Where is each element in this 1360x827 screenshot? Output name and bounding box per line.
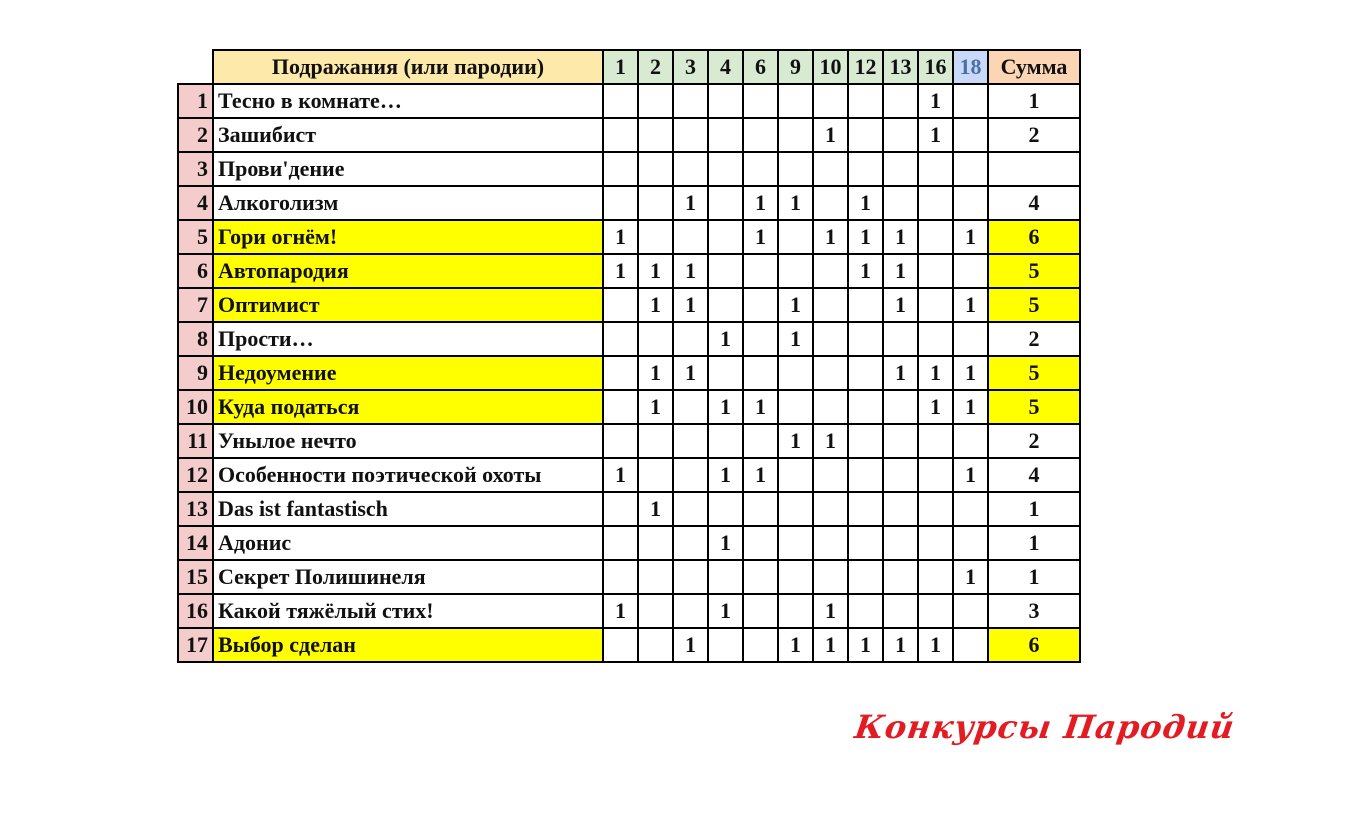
vote-cell	[918, 560, 953, 594]
entry-title: Тесно в комнате…	[213, 84, 603, 118]
vote-cell	[638, 152, 673, 186]
sum-cell: 5	[988, 356, 1080, 390]
vote-cell	[673, 526, 708, 560]
vote-cell	[673, 424, 708, 458]
sum-cell: 4	[988, 186, 1080, 220]
row-number: 13	[178, 492, 213, 526]
vote-cell	[778, 118, 813, 152]
vote-cell	[918, 186, 953, 220]
logo-text: Конкурсы Пародий	[852, 708, 1238, 746]
vote-cell	[638, 458, 673, 492]
entry-title: Алкоголизм	[213, 186, 603, 220]
vote-cell	[708, 424, 743, 458]
vote-cell	[603, 526, 638, 560]
vote-cell	[918, 322, 953, 356]
vote-cell	[778, 560, 813, 594]
vote-cell	[953, 526, 988, 560]
sum-cell: 2	[988, 322, 1080, 356]
vote-cell: 1	[918, 84, 953, 118]
table-row	[178, 254, 1080, 288]
vote-cell	[848, 526, 883, 560]
sum-cell: 5	[988, 390, 1080, 424]
vote-cell: 1	[638, 288, 673, 322]
vote-cell: 1	[848, 186, 883, 220]
table-row	[178, 424, 1080, 458]
entry-title: Прови'дение	[213, 152, 603, 186]
vote-cell	[673, 118, 708, 152]
vote-cell	[743, 288, 778, 322]
vote-cell: 1	[953, 356, 988, 390]
vote-cell	[708, 492, 743, 526]
vote-cell	[603, 322, 638, 356]
vote-cell	[848, 560, 883, 594]
vote-cell	[638, 526, 673, 560]
vote-cell: 1	[603, 594, 638, 628]
table-row	[178, 628, 1080, 662]
entry-title: Недоумение	[213, 356, 603, 390]
vote-cell	[638, 594, 673, 628]
vote-cell: 1	[883, 220, 918, 254]
vote-cell: 1	[708, 322, 743, 356]
vote-cell	[848, 492, 883, 526]
sum-cell: 2	[988, 118, 1080, 152]
vote-cell: 1	[848, 254, 883, 288]
row-number: 11	[178, 424, 213, 458]
vote-cell	[603, 356, 638, 390]
judge-header: 9	[778, 50, 813, 84]
vote-cell: 1	[813, 118, 848, 152]
vote-cell: 1	[743, 458, 778, 492]
table-row	[178, 356, 1080, 390]
vote-cell	[673, 84, 708, 118]
vote-cell: 1	[603, 458, 638, 492]
row-number: 4	[178, 186, 213, 220]
vote-cell	[813, 526, 848, 560]
vote-cell	[743, 594, 778, 628]
vote-cell	[918, 288, 953, 322]
entry-title: Автопародия	[213, 254, 603, 288]
vote-cell	[778, 492, 813, 526]
vote-cell	[673, 492, 708, 526]
vote-cell: 1	[813, 424, 848, 458]
vote-cell: 1	[813, 628, 848, 662]
sum-cell: 6	[988, 628, 1080, 662]
table-row	[178, 220, 1080, 254]
row-number: 6	[178, 254, 213, 288]
vote-cell	[813, 322, 848, 356]
vote-cell	[708, 220, 743, 254]
vote-cell	[673, 390, 708, 424]
vote-cell	[638, 424, 673, 458]
vote-cell	[883, 84, 918, 118]
judge-header: 6	[743, 50, 778, 84]
vote-cell	[603, 390, 638, 424]
vote-cell: 1	[673, 356, 708, 390]
vote-cell	[953, 424, 988, 458]
vote-cell	[918, 492, 953, 526]
row-number: 3	[178, 152, 213, 186]
vote-cell	[848, 458, 883, 492]
vote-cell	[883, 560, 918, 594]
entry-title: Выбор сделан	[213, 628, 603, 662]
vote-cell: 1	[883, 288, 918, 322]
row-number: 15	[178, 560, 213, 594]
vote-cell	[953, 492, 988, 526]
vote-cell	[743, 84, 778, 118]
table-body	[178, 50, 1080, 662]
vote-cell	[603, 118, 638, 152]
entry-title: Гори огнём!	[213, 220, 603, 254]
row-number: 1	[178, 84, 213, 118]
vote-cell: 1	[638, 492, 673, 526]
vote-cell	[603, 152, 638, 186]
table-row	[178, 526, 1080, 560]
vote-cell: 1	[673, 186, 708, 220]
vote-cell	[883, 594, 918, 628]
vote-cell	[813, 254, 848, 288]
row-number: 14	[178, 526, 213, 560]
vote-cell	[778, 152, 813, 186]
vote-cell	[848, 288, 883, 322]
vote-cell	[778, 220, 813, 254]
vote-cell	[743, 424, 778, 458]
table-row	[178, 322, 1080, 356]
entry-title: Секрет Полишинеля	[213, 560, 603, 594]
vote-cell	[673, 322, 708, 356]
vote-cell	[778, 458, 813, 492]
vote-cell: 1	[953, 458, 988, 492]
vote-cell	[848, 152, 883, 186]
vote-cell: 1	[673, 254, 708, 288]
vote-cell: 1	[883, 628, 918, 662]
vote-cell	[743, 254, 778, 288]
judge-header: 2	[638, 50, 673, 84]
vote-cell: 1	[778, 628, 813, 662]
judge-header: 18	[953, 50, 988, 84]
vote-cell: 1	[778, 424, 813, 458]
table-row	[178, 560, 1080, 594]
vote-cell	[638, 560, 673, 594]
vote-cell: 1	[918, 356, 953, 390]
vote-cell	[743, 152, 778, 186]
vote-cell	[603, 424, 638, 458]
table-row	[178, 186, 1080, 220]
vote-cell: 1	[953, 560, 988, 594]
vote-cell: 1	[603, 254, 638, 288]
vote-cell	[883, 424, 918, 458]
judge-header: 12	[848, 50, 883, 84]
row-number: 17	[178, 628, 213, 662]
vote-cell	[883, 526, 918, 560]
vote-cell: 1	[778, 186, 813, 220]
vote-cell: 1	[953, 220, 988, 254]
row-number: 5	[178, 220, 213, 254]
vote-cell	[848, 594, 883, 628]
vote-cell	[708, 84, 743, 118]
vote-cell: 1	[813, 594, 848, 628]
sum-cell: 2	[988, 424, 1080, 458]
vote-cell: 1	[638, 254, 673, 288]
vote-cell: 1	[918, 118, 953, 152]
vote-cell: 1	[883, 356, 918, 390]
vote-cell	[813, 390, 848, 424]
vote-cell	[743, 492, 778, 526]
vote-cell: 1	[743, 390, 778, 424]
vote-cell	[708, 356, 743, 390]
vote-cell: 1	[778, 322, 813, 356]
vote-cell	[883, 390, 918, 424]
vote-cell	[883, 118, 918, 152]
judge-header: 3	[673, 50, 708, 84]
table-row	[178, 458, 1080, 492]
vote-cell: 1	[953, 390, 988, 424]
vote-cell	[918, 254, 953, 288]
vote-cell	[743, 118, 778, 152]
vote-cell	[813, 560, 848, 594]
vote-cell	[603, 492, 638, 526]
vote-cell	[813, 288, 848, 322]
vote-cell	[708, 152, 743, 186]
vote-cell: 1	[848, 628, 883, 662]
vote-cell	[813, 458, 848, 492]
header-row	[178, 50, 1080, 84]
vote-cell	[953, 628, 988, 662]
vote-cell: 1	[918, 628, 953, 662]
row-number: 10	[178, 390, 213, 424]
vote-cell	[918, 458, 953, 492]
vote-cell: 1	[638, 356, 673, 390]
vote-cell	[603, 560, 638, 594]
vote-cell: 1	[778, 288, 813, 322]
entry-title: Зашибист	[213, 118, 603, 152]
vote-cell	[813, 186, 848, 220]
vote-cell	[603, 288, 638, 322]
judge-header: 13	[883, 50, 918, 84]
vote-cell	[813, 356, 848, 390]
vote-cell	[778, 356, 813, 390]
vote-cell	[813, 84, 848, 118]
vote-cell: 1	[673, 628, 708, 662]
vote-cell	[708, 560, 743, 594]
vote-cell	[778, 390, 813, 424]
vote-cell	[918, 220, 953, 254]
sum-cell: 1	[988, 492, 1080, 526]
vote-cell	[918, 526, 953, 560]
sum-cell: 1	[988, 84, 1080, 118]
corner-cell	[178, 50, 213, 84]
vote-cell	[638, 118, 673, 152]
vote-cell	[708, 628, 743, 662]
vote-cell	[953, 594, 988, 628]
judge-header: 16	[918, 50, 953, 84]
vote-cell	[743, 628, 778, 662]
judge-header: 1	[603, 50, 638, 84]
vote-cell	[883, 458, 918, 492]
sum-cell	[988, 152, 1080, 186]
vote-cell	[953, 152, 988, 186]
vote-cell	[953, 322, 988, 356]
table-row	[178, 118, 1080, 152]
vote-cell	[638, 186, 673, 220]
vote-cell	[848, 322, 883, 356]
vote-cell: 1	[848, 220, 883, 254]
row-number: 12	[178, 458, 213, 492]
row-number: 16	[178, 594, 213, 628]
entry-title: Особенности поэтической охоты	[213, 458, 603, 492]
vote-cell	[778, 526, 813, 560]
vote-cell: 1	[708, 594, 743, 628]
vote-cell	[708, 118, 743, 152]
sum-cell: 5	[988, 254, 1080, 288]
results-table	[177, 49, 1081, 663]
vote-cell	[918, 152, 953, 186]
vote-cell: 1	[743, 186, 778, 220]
entry-title: Прости…	[213, 322, 603, 356]
table-row	[178, 152, 1080, 186]
vote-cell	[673, 594, 708, 628]
entry-title: Куда податься	[213, 390, 603, 424]
vote-cell	[883, 186, 918, 220]
vote-cell	[848, 424, 883, 458]
vote-cell	[638, 220, 673, 254]
vote-cell	[673, 458, 708, 492]
vote-cell	[603, 628, 638, 662]
vote-cell: 1	[953, 288, 988, 322]
vote-cell: 1	[708, 390, 743, 424]
entry-title: Унылое нечто	[213, 424, 603, 458]
table-row	[178, 594, 1080, 628]
vote-cell	[638, 628, 673, 662]
sum-cell: 5	[988, 288, 1080, 322]
vote-cell	[918, 594, 953, 628]
vote-cell	[708, 186, 743, 220]
vote-cell: 1	[673, 288, 708, 322]
vote-cell	[883, 152, 918, 186]
entry-title: Оптимист	[213, 288, 603, 322]
table-row	[178, 390, 1080, 424]
vote-cell	[848, 390, 883, 424]
vote-cell	[603, 84, 638, 118]
vote-cell	[778, 254, 813, 288]
vote-cell: 1	[708, 526, 743, 560]
sum-cell: 4	[988, 458, 1080, 492]
entry-title: Какой тяжёлый стих!	[213, 594, 603, 628]
vote-cell: 1	[603, 220, 638, 254]
vote-cell: 1	[708, 458, 743, 492]
vote-cell	[883, 492, 918, 526]
row-number: 7	[178, 288, 213, 322]
vote-cell	[953, 84, 988, 118]
vote-cell	[953, 254, 988, 288]
sum-cell: 6	[988, 220, 1080, 254]
vote-cell	[953, 118, 988, 152]
vote-cell	[743, 322, 778, 356]
sum-cell: 3	[988, 594, 1080, 628]
vote-cell	[638, 84, 673, 118]
table-row	[178, 492, 1080, 526]
vote-cell: 1	[813, 220, 848, 254]
vote-cell	[918, 424, 953, 458]
vote-cell	[848, 356, 883, 390]
title-column-header: Подражания (или пародии)	[213, 50, 603, 84]
vote-cell	[638, 322, 673, 356]
table-row	[178, 288, 1080, 322]
vote-cell	[743, 356, 778, 390]
vote-cell	[603, 186, 638, 220]
row-number: 9	[178, 356, 213, 390]
vote-cell	[743, 526, 778, 560]
vote-cell	[708, 254, 743, 288]
vote-cell: 1	[918, 390, 953, 424]
vote-cell	[673, 152, 708, 186]
judge-header: 4	[708, 50, 743, 84]
vote-cell	[953, 186, 988, 220]
row-number: 2	[178, 118, 213, 152]
vote-cell	[813, 152, 848, 186]
vote-cell: 1	[638, 390, 673, 424]
vote-cell	[778, 594, 813, 628]
vote-cell	[813, 492, 848, 526]
vote-cell	[673, 220, 708, 254]
vote-cell	[848, 84, 883, 118]
vote-cell	[708, 288, 743, 322]
sum-cell: 1	[988, 560, 1080, 594]
entry-title: Адонис	[213, 526, 603, 560]
vote-cell	[778, 84, 813, 118]
vote-cell: 1	[743, 220, 778, 254]
entry-title: Das ist fantastisch	[213, 492, 603, 526]
sum-cell: 1	[988, 526, 1080, 560]
vote-cell: 1	[883, 254, 918, 288]
sum-column-header: Сумма	[988, 50, 1080, 84]
row-number: 8	[178, 322, 213, 356]
table-row	[178, 84, 1080, 118]
judge-header: 10	[813, 50, 848, 84]
vote-cell	[743, 560, 778, 594]
vote-cell	[848, 118, 883, 152]
vote-cell	[883, 322, 918, 356]
vote-cell	[673, 560, 708, 594]
